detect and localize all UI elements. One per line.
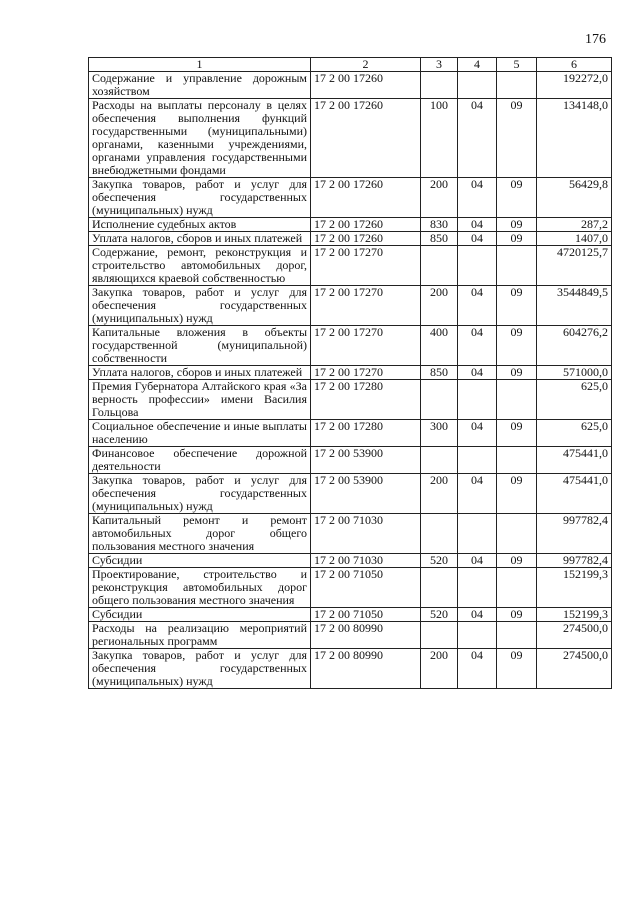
expense-type-cell: 400 [421,326,458,366]
expense-type-cell: 520 [421,608,458,622]
table-row [89,232,612,246]
target-code-cell: 17 2 00 17260 [311,99,421,178]
section-code-cell: 04 [458,178,497,218]
item-name-cell: Капитальные вложения в объекты государственной (муниципальной) собственности [89,326,311,366]
item-name-cell: Закупка товаров, работ и услуг для обеспечения государственных (муниципальных) нужд [89,474,311,514]
table-row [89,72,612,99]
section-code-cell: 04 [458,608,497,622]
column-header: 6 [537,58,612,72]
item-name-cell: Закупка товаров, работ и услуг для обеспечения государственных (муниципальных) нужд [89,286,311,326]
subsection-code-cell: 09 [497,178,537,218]
section-code-cell: 04 [458,420,497,447]
section-code-cell [458,246,497,286]
expense-type-cell: 100 [421,99,458,178]
item-name-cell: Финансовое обеспечение дорожной деятельности [89,447,311,474]
column-header: 1 [89,58,311,72]
subsection-code-cell: 09 [497,218,537,232]
section-code-cell [458,72,497,99]
amount-cell: 4720125,7 [537,246,612,286]
amount-cell: 3544849,5 [537,286,612,326]
subsection-code-cell: 09 [497,366,537,380]
table-header-row [89,58,612,72]
item-name-cell: Субсидии [89,608,311,622]
expense-type-cell: 300 [421,420,458,447]
column-header: 4 [458,58,497,72]
section-code-cell: 04 [458,554,497,568]
amount-cell: 475441,0 [537,474,612,514]
subsection-code-cell: 09 [497,608,537,622]
target-code-cell: 17 2 00 17270 [311,326,421,366]
item-name-cell: Социальное обеспечение и иные выплаты населению [89,420,311,447]
table-body [89,72,612,689]
table-row [89,622,612,649]
target-code-cell: 17 2 00 17280 [311,420,421,447]
item-name-cell: Исполнение судебных актов [89,218,311,232]
subsection-code-cell: 09 [497,326,537,366]
table-row [89,474,612,514]
item-name-cell: Расходы на реализацию мероприятий региональных программ [89,622,311,649]
amount-cell: 56429,8 [537,178,612,218]
expense-type-cell [421,72,458,99]
target-code-cell: 17 2 00 71050 [311,608,421,622]
expense-type-cell [421,568,458,608]
amount-cell: 997782,4 [537,554,612,568]
section-code-cell [458,514,497,554]
expense-type-cell [421,514,458,554]
table-row [89,380,612,420]
table-row [89,514,612,554]
section-code-cell: 04 [458,474,497,514]
amount-cell: 571000,0 [537,366,612,380]
section-code-cell: 04 [458,218,497,232]
subsection-code-cell [497,514,537,554]
item-name-cell: Уплата налогов, сборов и иных платежей [89,232,311,246]
section-code-cell: 04 [458,286,497,326]
table-row [89,568,612,608]
item-name-cell: Содержание, ремонт, реконструкция и строительство автомобильных дорог, являющихся краевой собственностью [89,246,311,286]
table-row [89,366,612,380]
subsection-code-cell [497,380,537,420]
amount-cell: 274500,0 [537,649,612,689]
table-row [89,99,612,178]
target-code-cell: 17 2 00 53900 [311,474,421,514]
column-header: 2 [311,58,421,72]
table-row [89,178,612,218]
amount-cell: 134148,0 [537,99,612,178]
item-name-cell: Расходы на выплаты персоналу в целях обеспечения выполнения функций государственными (муниципальными) органами, казенными учреждениями, органами управления государственными внебюджетными фондами [89,99,311,178]
expense-type-cell [421,622,458,649]
subsection-code-cell: 09 [497,99,537,178]
subsection-code-cell: 09 [497,474,537,514]
amount-cell: 274500,0 [537,622,612,649]
budget-table [88,57,612,689]
subsection-code-cell: 09 [497,232,537,246]
expense-type-cell: 200 [421,474,458,514]
target-code-cell: 17 2 00 71030 [311,514,421,554]
section-code-cell: 04 [458,366,497,380]
amount-cell: 604276,2 [537,326,612,366]
table-row [89,218,612,232]
section-code-cell: 04 [458,232,497,246]
target-code-cell: 17 2 00 17270 [311,246,421,286]
section-code-cell: 04 [458,326,497,366]
column-header: 5 [497,58,537,72]
target-code-cell: 17 2 00 71030 [311,554,421,568]
amount-cell: 625,0 [537,420,612,447]
target-code-cell: 17 2 00 53900 [311,447,421,474]
section-code-cell: 04 [458,99,497,178]
expense-type-cell [421,447,458,474]
table-row [89,326,612,366]
target-code-cell: 17 2 00 80990 [311,622,421,649]
table-row [89,246,612,286]
table-row [89,420,612,447]
column-header: 3 [421,58,458,72]
item-name-cell: Капитальный ремонт и ремонт автомобильных дорог общего пользования местного значения [89,514,311,554]
subsection-code-cell: 09 [497,286,537,326]
subsection-code-cell [497,622,537,649]
target-code-cell: 17 2 00 17260 [311,72,421,99]
subsection-code-cell: 09 [497,554,537,568]
target-code-cell: 17 2 00 71050 [311,568,421,608]
table-row [89,554,612,568]
section-code-cell [458,622,497,649]
item-name-cell: Закупка товаров, работ и услуг для обеспечения государственных (муниципальных) нужд [89,178,311,218]
amount-cell: 152199,3 [537,608,612,622]
section-code-cell [458,380,497,420]
expense-type-cell [421,380,458,420]
amount-cell: 152199,3 [537,568,612,608]
subsection-code-cell: 09 [497,420,537,447]
table-row [89,286,612,326]
expense-type-cell: 850 [421,232,458,246]
amount-cell: 1407,0 [537,232,612,246]
target-code-cell: 17 2 00 17280 [311,380,421,420]
amount-cell: 287,2 [537,218,612,232]
item-name-cell: Закупка товаров, работ и услуг для обеспечения государственных (муниципальных) нужд [89,649,311,689]
target-code-cell: 17 2 00 17260 [311,218,421,232]
item-name-cell: Содержание и управление дорожным хозяйством [89,72,311,99]
expense-type-cell: 200 [421,286,458,326]
subsection-code-cell [497,447,537,474]
expense-type-cell: 520 [421,554,458,568]
target-code-cell: 17 2 00 17260 [311,232,421,246]
amount-cell: 192272,0 [537,72,612,99]
section-code-cell [458,447,497,474]
target-code-cell: 17 2 00 17260 [311,178,421,218]
amount-cell: 997782,4 [537,514,612,554]
amount-cell: 475441,0 [537,447,612,474]
expense-type-cell: 850 [421,366,458,380]
amount-cell: 625,0 [537,380,612,420]
target-code-cell: 17 2 00 17270 [311,366,421,380]
table-row [89,447,612,474]
section-code-cell [458,568,497,608]
subsection-code-cell: 09 [497,649,537,689]
table-row [89,649,612,689]
expense-type-cell: 200 [421,178,458,218]
item-name-cell: Премия Губернатора Алтайского края «За верность профессии» имени Василия Гольцова [89,380,311,420]
target-code-cell: 17 2 00 17270 [311,286,421,326]
item-name-cell: Уплата налогов, сборов и иных платежей [89,366,311,380]
expense-type-cell: 830 [421,218,458,232]
section-code-cell: 04 [458,649,497,689]
target-code-cell: 17 2 00 80990 [311,649,421,689]
subsection-code-cell [497,568,537,608]
table-row [89,608,612,622]
expense-type-cell: 200 [421,649,458,689]
item-name-cell: Проектирование, строительство и реконструкция автомобильных дорог общего пользования местного значения [89,568,311,608]
page-number: 176 [585,32,606,47]
item-name-cell: Субсидии [89,554,311,568]
subsection-code-cell [497,72,537,99]
subsection-code-cell [497,246,537,286]
expense-type-cell [421,246,458,286]
